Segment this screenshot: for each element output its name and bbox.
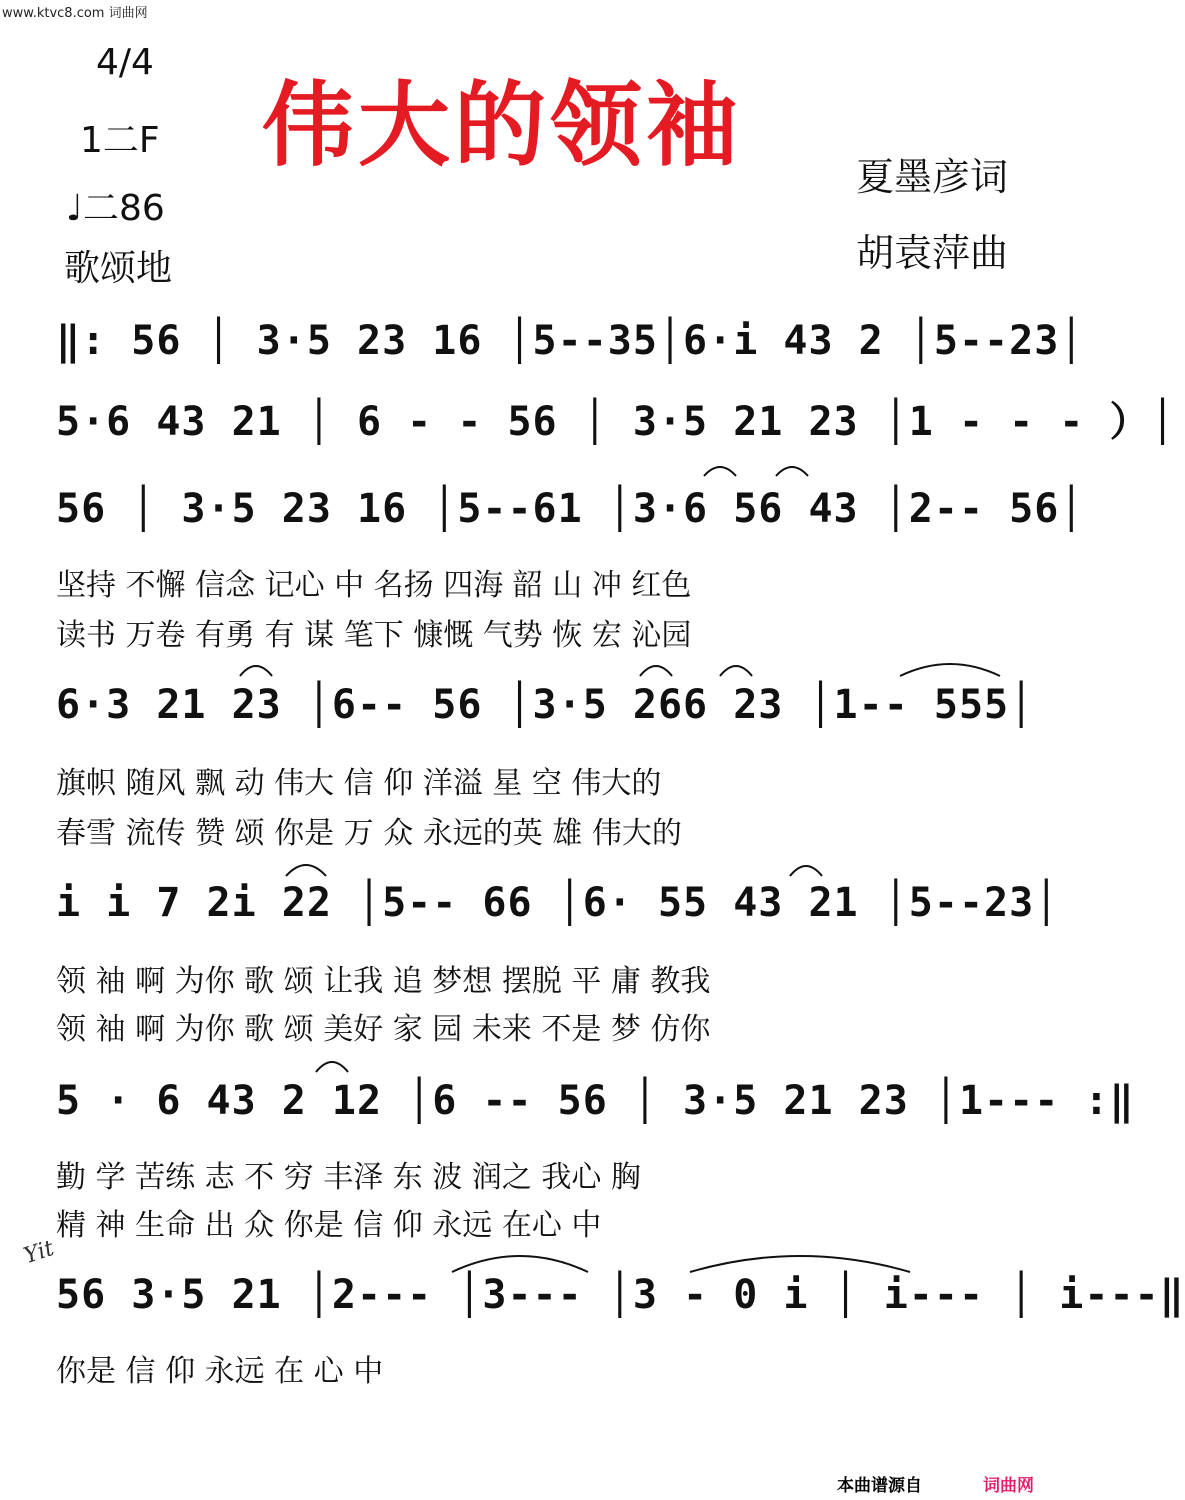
slur-marks-line-4: [230, 652, 1010, 682]
lyrics-line-5-verse-1: 领 袖 啊 为你 歌 颂 让我 追 梦想 摆脱 平 庸 教我: [56, 964, 711, 999]
key-signature: 1二F: [80, 120, 160, 161]
slur-marks-line-5: [280, 852, 840, 882]
lyrics-line-7-verse-1: 你是 信 仰 永远 在 心 中: [56, 1354, 384, 1389]
lyrics-line-3-verse-1: 坚持 不懈 信念 记心 中 名扬 四海 韶 山 冲 红色: [56, 568, 692, 603]
notation-line-2: 5·6 43 21 │ 6 - - 56 │ 3·5 21 23 │1 - - - ）│: [56, 399, 1176, 445]
slur-mark-line-6: [310, 1050, 370, 1076]
time-signature: 4/4: [96, 42, 154, 83]
notation-line-3: 56 │ 3·5 23 16 │5--61 │3·6 56 43 │2-- 56│: [56, 486, 1085, 532]
notation-line-1: ‖: 56 │ 3·5 23 16 │5--35│6·i 43 2 │5--23│: [56, 318, 1085, 364]
lyrics-line-4-verse-2: 春雪 流传 赞 颂 你是 万 众 永远的英 雄 伟大的: [56, 816, 682, 851]
lyricist-credit: 夏墨彦词: [856, 155, 1009, 199]
footer-source-text: 本曲谱源自: [837, 1476, 922, 1496]
composer-credit: 胡袁萍曲: [856, 231, 1009, 275]
handwritten-note: Yit: [20, 1235, 58, 1270]
notation-line-6: 5 · 6 43 2 12 │6 -- 56 │ 3·5 21 23 │1--- :‖: [56, 1078, 1135, 1124]
lyrics-line-6-verse-2: 精 神 生命 出 众 你是 信 仰 永远 在心 中: [56, 1208, 602, 1243]
tempo-marking: ♩二86: [66, 188, 165, 229]
lyrics-line-3-verse-2: 读书 万卷 有勇 有 谋 笔下 慷慨 气势 恢 宏 沁园: [56, 618, 692, 653]
notation-line-5: i i 7 2i 22 │5-- 66 │6· 55 43 21 │5--23│: [56, 880, 1060, 926]
lyrics-line-5-verse-2: 领 袖 啊 为你 歌 颂 美好 家 园 未来 不是 梦 仿你: [56, 1012, 711, 1047]
lyrics-line-4-verse-1: 旗帜 随风 飘 动 伟大 信 仰 洋溢 星 空 伟大的: [56, 766, 662, 801]
song-title: 伟大的领袖: [262, 71, 743, 179]
site-url: www.ktvc8.com 词曲网: [2, 6, 148, 21]
slur-marks-line-3: [700, 456, 820, 480]
lyrics-line-6-verse-1: 勤 学 苦练 志 不 穷 丰泽 东 波 润之 我心 胸: [56, 1160, 641, 1195]
footer-site-name[interactable]: 词曲网: [983, 1476, 1034, 1496]
notation-line-7: 56 3·5 21 │2--- │3--- │3 - 0 i │ i--- │ i---‖: [56, 1272, 1185, 1318]
notation-line-4: 6·3 21 23 │6-- 56 │3·5 266 23 │1-- 555│: [56, 682, 1035, 728]
style-marking: 歌颂地: [64, 248, 173, 289]
